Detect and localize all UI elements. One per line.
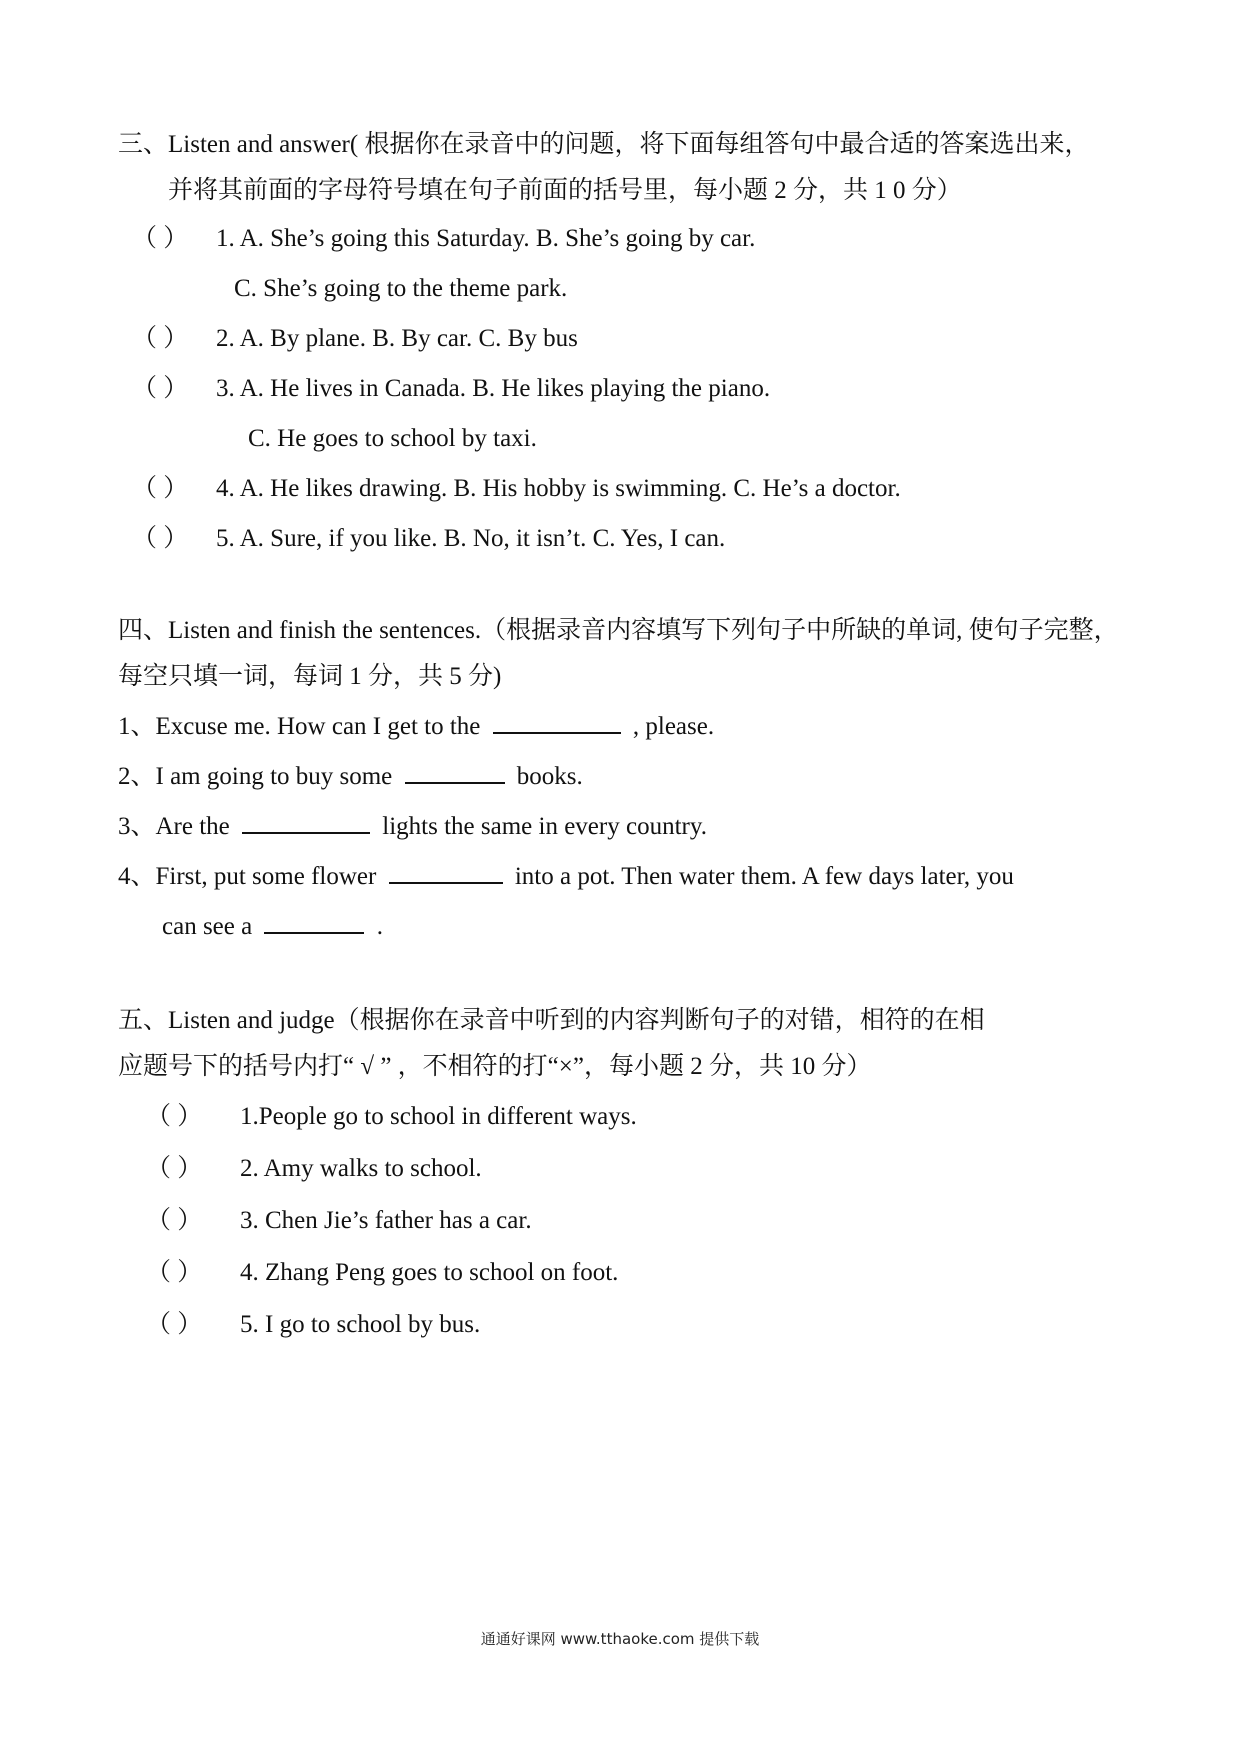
judge-text: 1.People go to school in different ways. bbox=[240, 1103, 637, 1130]
sentence-2-text-b: books. bbox=[516, 763, 583, 790]
fill-blank[interactable] bbox=[242, 810, 370, 834]
sentence-4-text-b: into a pot. Then water them. A few days later, you bbox=[514, 863, 1014, 890]
section4-heading-line1: 四、Listen and finish the sentences.（根据录音内容填写下列句子中所缺的单词, 使句子完整， bbox=[118, 617, 1119, 644]
section3-heading-line2: 并将其前面的字母符号填在句子前面的括号里，每小题 2 分，共 1 0 分） bbox=[168, 177, 962, 204]
judge-text: 5. I go to school by bus. bbox=[240, 1311, 481, 1338]
judge-item-2 bbox=[146, 1152, 482, 1186]
section3-item-2 bbox=[132, 322, 578, 356]
question-text: 2. A. By plane. B. By car. C. By bus bbox=[216, 325, 578, 352]
section5-heading-line2: 应题号下的括号内打“ √ ” ，不相符的打“×”，每小题 2 分，共 10 分） bbox=[118, 1053, 872, 1080]
answer-paren[interactable]: （ ） bbox=[132, 525, 189, 552]
question-text: 4. A. He likes drawing. B. His hobby is swimming. C. He’s a doctor. bbox=[216, 475, 901, 502]
fill-blank[interactable] bbox=[389, 860, 503, 884]
sentence-3-text-b: lights the same in every country. bbox=[382, 813, 707, 840]
fill-blank[interactable] bbox=[405, 760, 505, 784]
fill-blank[interactable] bbox=[264, 910, 364, 934]
question-text: 1. A. She’s going this Saturday. B. She’s going by car. bbox=[216, 225, 756, 252]
sentence-2 bbox=[118, 760, 583, 794]
judge-item-1 bbox=[146, 1100, 637, 1134]
question-text: 5. A. Sure, if you like. B. No, it isn’t. C. Yes, I can. bbox=[216, 525, 726, 552]
answer-paren[interactable]: （ ） bbox=[132, 475, 189, 502]
judge-paren[interactable]: （ ） bbox=[146, 1103, 203, 1130]
answer-paren[interactable]: （ ） bbox=[132, 375, 189, 402]
judge-item-3 bbox=[146, 1204, 532, 1238]
section3-heading-line1: 三、Listen and answer( 根据你在录音中的问题，将下面每组答句中最合适的答案选出来， bbox=[118, 131, 1090, 158]
judge-text: 3. Chen Jie’s father has a car. bbox=[240, 1207, 532, 1234]
section3-item-3-option-c: C. He goes to school by taxi. bbox=[248, 425, 537, 452]
judge-item-5 bbox=[146, 1308, 480, 1342]
section3-item-5 bbox=[132, 522, 725, 556]
section3-item-1 bbox=[132, 222, 755, 256]
judge-item-4 bbox=[146, 1256, 618, 1290]
sentence-4-continued bbox=[162, 910, 383, 944]
section3-item-1-option-c: C. She’s going to the theme park. bbox=[234, 275, 568, 302]
sentence-2-text-a: 2、I am going to buy some bbox=[118, 763, 393, 790]
sentence-1-text-b: , please. bbox=[632, 713, 715, 740]
sentence-4-text-a: 4、First, put some flower bbox=[118, 863, 377, 890]
judge-text: 2. Amy walks to school. bbox=[240, 1155, 482, 1182]
sentence-3-text-a: 3、Are the bbox=[118, 813, 230, 840]
sentence-1 bbox=[118, 710, 714, 744]
sentence-4-text-d: . bbox=[376, 913, 383, 940]
question-text: 3. A. He lives in Canada. B. He likes playing the piano. bbox=[216, 375, 771, 402]
judge-text: 4. Zhang Peng goes to school on foot. bbox=[240, 1259, 619, 1286]
section5-heading-line1: 五、Listen and judge（根据你在录音中听到的内容判断句子的对错，相符的在相 bbox=[118, 1007, 985, 1034]
judge-paren[interactable]: （ ） bbox=[146, 1259, 203, 1286]
page-footer: 通通好课网 www.tthaoke.com 提供下载 bbox=[480, 1630, 760, 1648]
section4-heading-line2: 每空只填一词，每词 1 分，共 5 分) bbox=[118, 663, 502, 690]
fill-blank[interactable] bbox=[493, 710, 621, 734]
sentence-4 bbox=[118, 860, 1014, 894]
judge-paren[interactable]: （ ） bbox=[146, 1311, 203, 1338]
section3-item-4 bbox=[132, 472, 901, 506]
judge-paren[interactable]: （ ） bbox=[146, 1155, 203, 1182]
answer-paren[interactable]: （ ） bbox=[132, 225, 189, 252]
sentence-4-text-c: can see a bbox=[162, 913, 253, 940]
judge-paren[interactable]: （ ） bbox=[146, 1207, 203, 1234]
answer-paren[interactable]: （ ） bbox=[132, 325, 189, 352]
section3-item-3 bbox=[132, 372, 770, 406]
sentence-3 bbox=[118, 810, 707, 844]
sentence-1-text-a: 1、Excuse me. How can I get to the bbox=[118, 713, 481, 740]
